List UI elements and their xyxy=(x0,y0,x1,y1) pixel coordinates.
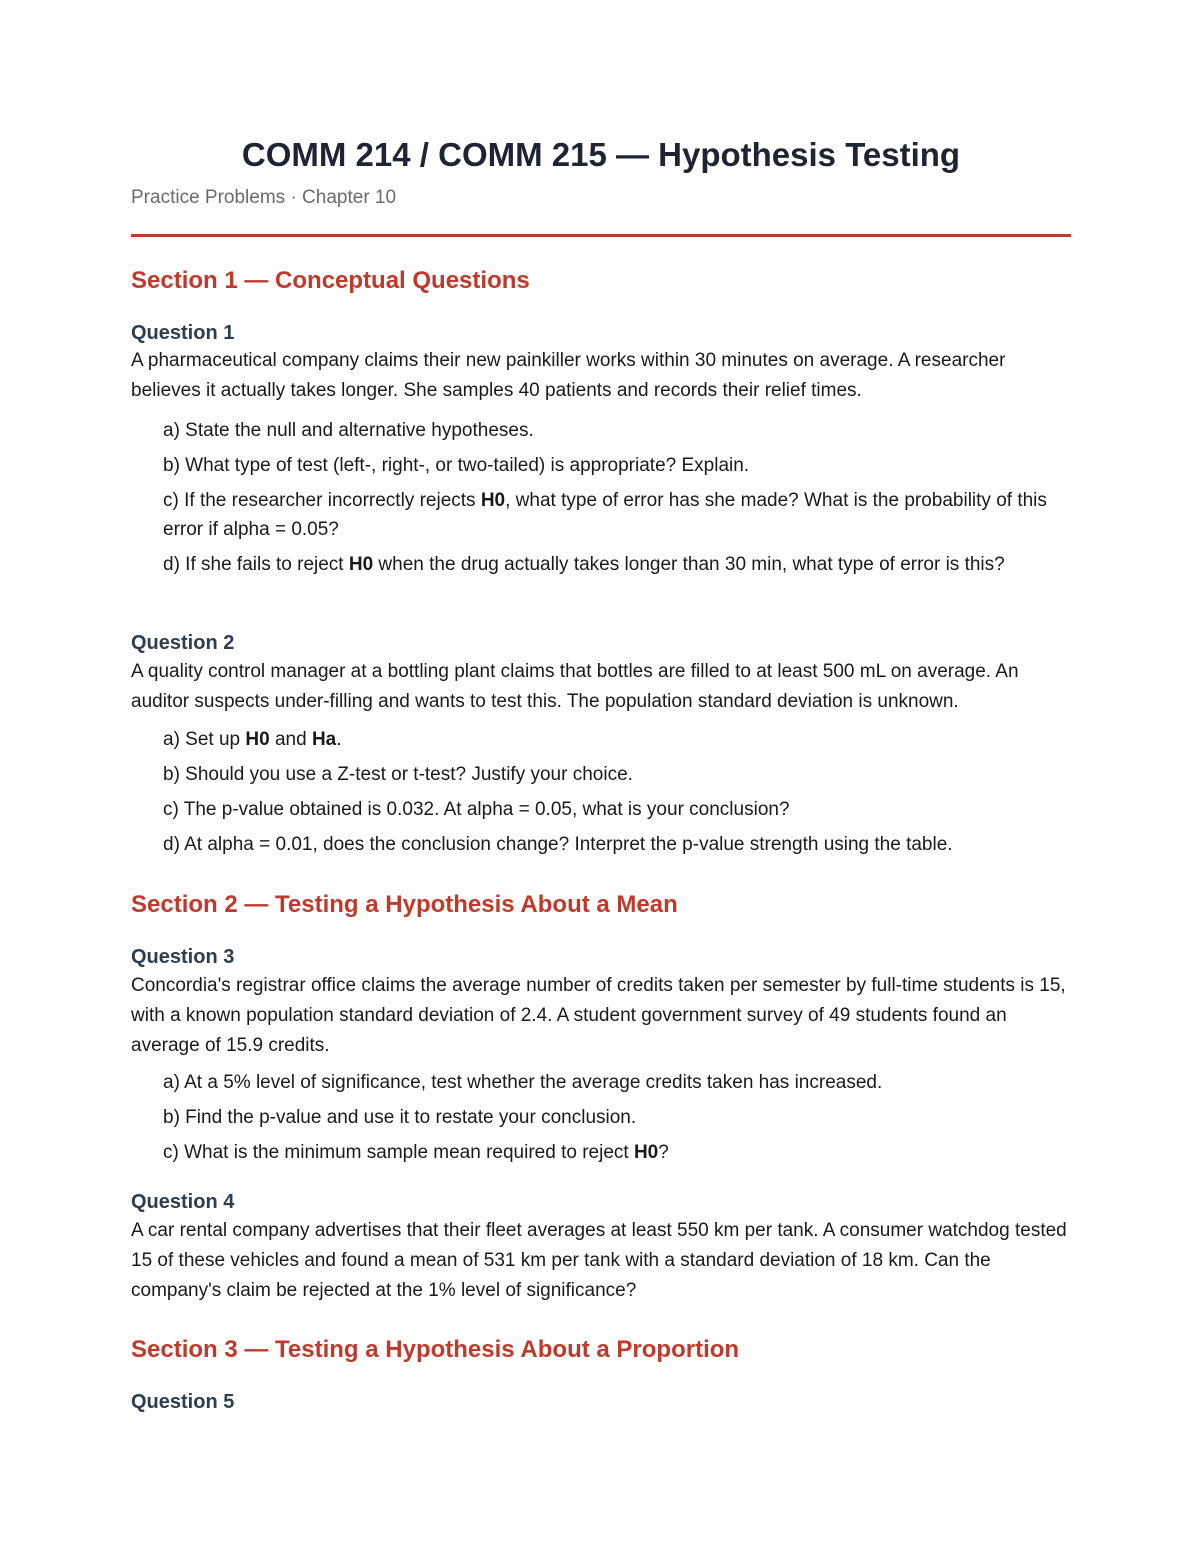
question-2-part-b: b) Should you use a Z-test or t-test? Justify your choice. xyxy=(163,764,633,785)
question-3-part-b: b) Find the p-value and use it to restate your conclusion. xyxy=(163,1107,637,1128)
question-2-part-d: d) At alpha = 0.01, does the conclusion change? Interpret the p-value strength using the table. xyxy=(163,834,953,855)
question-3-part-c: c) What is the minimum sample mean required to reject H0? xyxy=(163,1142,669,1163)
section-2-heading: Section 2 — Testing a Hypothesis About a Mean xyxy=(131,891,678,918)
title-divider xyxy=(131,234,1071,237)
question-3-heading: Question 3 xyxy=(131,946,235,968)
document-subtitle: Practice Problems · Chapter 10 xyxy=(131,187,397,208)
null-hypothesis-symbol: H0 xyxy=(633,1142,659,1163)
question-1-part-c: c) If the researcher incorrectly rejects H0, what type of error has she made? What is the probability of this error if alpha = 0.05? xyxy=(163,490,1047,540)
question-1-heading: Question 1 xyxy=(131,322,235,344)
section-3-heading: Section 3 — Testing a Hypothesis About a Proportion xyxy=(131,1336,740,1363)
question-5-heading: Question 5 xyxy=(131,1391,235,1413)
question-1-part-a: a) State the null and alternative hypotheses. xyxy=(163,420,534,441)
question-1-part-b: b) What type of test (left-, right-, or two-tailed) is appropriate? Explain. xyxy=(163,455,750,476)
question-2-part-a: a) Set up H0 and Ha. xyxy=(163,729,342,750)
question-1-body: A pharmaceutical company claims their new painkiller works within 30 minutes on average. A researcher believes it actually takes longer. She samples 40 patients and records their relief times. xyxy=(131,350,1006,401)
question-3-part-a: a) At a 5% level of significance, test whether the average credits taken has increased. xyxy=(163,1072,883,1093)
question-2-heading: Question 2 xyxy=(131,632,235,654)
alternative-hypothesis-symbol: Ha xyxy=(311,729,337,750)
question-1-part-d: d) If she fails to reject H0 when the drug actually takes longer than 30 min, what type of error is this? xyxy=(163,554,1005,575)
question-2-part-c: c) The p-value obtained is 0.032. At alpha = 0.05, what is your conclusion? xyxy=(163,799,790,820)
question-4-heading: Question 4 xyxy=(131,1191,235,1213)
document-title: COMM 214 / COMM 215 — Hypothesis Testing xyxy=(241,136,961,173)
section-1-heading: Section 1 — Conceptual Questions xyxy=(131,267,530,294)
null-hypothesis-symbol: H0 xyxy=(245,729,270,750)
question-2-body: A quality control manager at a bottling plant claims that bottles are filled to at least 500 mL on average. An auditor suspects under-filling and wants to test this. The population standard deviation is unknown. xyxy=(131,661,1019,712)
null-hypothesis-symbol: H0 xyxy=(480,490,506,511)
null-hypothesis-symbol: H0 xyxy=(348,554,374,575)
question-3-body: Concordia's registrar office claims the average number of credits taken per semester by full-time students is 15, with a known population standard deviation of 2.4. A student government survey of 49 students found an average of 15.9 credits. xyxy=(131,975,1066,1056)
question-4-body: A car rental company advertises that their fleet averages at least 550 km per tank. A consumer watchdog tested 15 of these vehicles and found a mean of 531 km per tank with a standard deviation of 18 km. Can the company's claim be rejected at the 1% level of significance? xyxy=(131,1220,1067,1301)
